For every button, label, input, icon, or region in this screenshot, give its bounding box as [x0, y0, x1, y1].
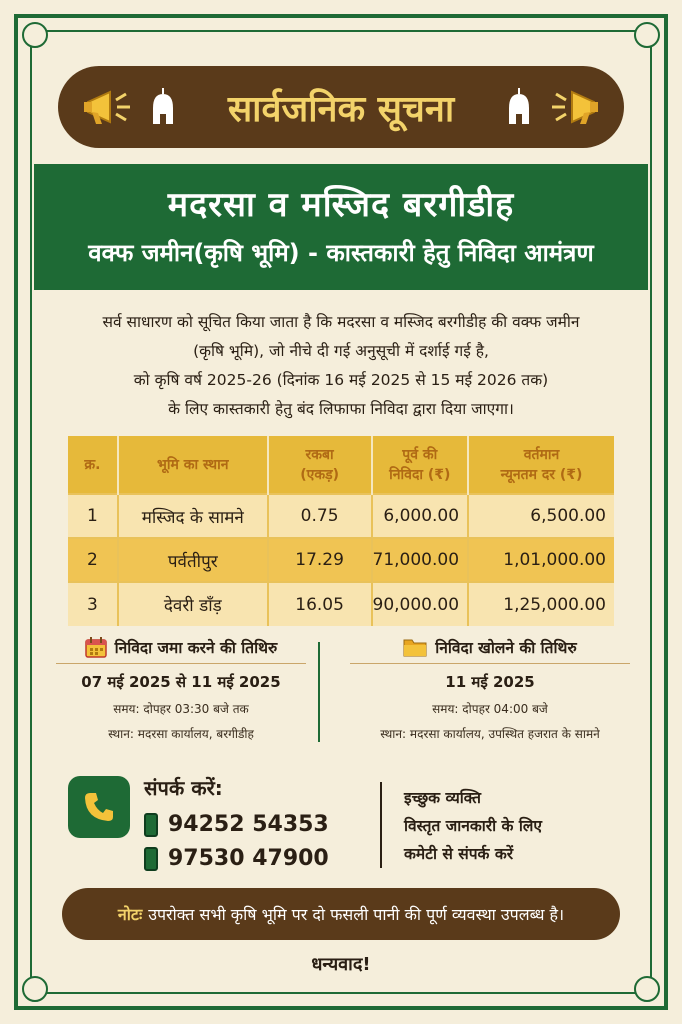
cell-sno: 2 — [68, 538, 118, 582]
cell-current: 1,25,000.00 — [468, 582, 614, 626]
calendar-icon — [85, 636, 107, 658]
table-header-row — [68, 436, 614, 494]
mosque-dome-icon — [506, 88, 532, 126]
intro-line: के लिए कास्तकारी हेतु बंद लिफाफा निविदा द्वारा दिया जाएगा। — [168, 400, 514, 418]
cell-previous: 6,000.00 — [372, 494, 469, 538]
table-row — [68, 582, 614, 626]
notice-title: सार्वजनिक सूचना — [227, 88, 455, 130]
submission-heading: निविदा जमा करने की तिथिरु — [114, 639, 278, 657]
cell-location: मस्जिद के सामने — [118, 494, 268, 538]
corner-ornament — [22, 22, 48, 48]
submission-place: स्थान: मदरसा कार्यालय, बरगीडीह — [108, 727, 254, 741]
cell-area: 17.29 — [268, 538, 372, 582]
submission-time: समय: दोपहर 03:30 बजे तक — [113, 702, 249, 716]
submission-date-range: 07 मई 2025 से 11 मई 2025 — [81, 673, 281, 691]
folder-icon — [403, 637, 427, 657]
header-current-rate: वर्तमान न्यूनतम दर (₹) — [468, 436, 614, 494]
note-banner — [62, 888, 620, 940]
cell-area: 0.75 — [268, 494, 372, 538]
mobile-icon — [144, 847, 158, 871]
opening-heading: निविदा खोलने की तिथिरु — [435, 639, 577, 657]
note-text: उपरोक्त सभी कृषि भूमि पर दो फसली पानी की पूर्ण व्यवस्था उपलब्ध है। — [148, 905, 565, 924]
cell-previous: 90,000.00 — [372, 582, 469, 626]
megaphone-icon — [548, 80, 602, 134]
header-area: रकबा (एकड़) — [268, 436, 372, 494]
opening-time: समय: दोपहर 04:00 बजे — [432, 702, 548, 716]
corner-ornament — [634, 976, 660, 1002]
tender-subtitle: वक्फ जमीन(कृषि भूमि) - कास्तकारी हेतु निविदा आमंत्रण — [88, 239, 594, 267]
corner-ornament — [22, 976, 48, 1002]
cell-current: 6,500.00 — [468, 494, 614, 538]
opening-dates — [340, 636, 640, 742]
cell-sno: 3 — [68, 582, 118, 626]
intro-line: (कृषि भूमि), जो नीचे दी गई अनुसूची में दर्शाई गई है, — [193, 342, 489, 360]
corner-ornament — [634, 22, 660, 48]
header-sno: क्र. — [68, 436, 118, 494]
intro-paragraph — [40, 308, 642, 424]
contact-section — [68, 774, 624, 878]
tender-dates — [40, 636, 642, 746]
thanks-text: धन्यवाद! — [311, 954, 371, 975]
intro-line: को कृषि वर्ष 2025-26 (दिनांक 16 मई 2025 से 15 मई 2026 तक) — [133, 371, 549, 389]
interest-text: इच्छुक व्यक्ति विस्तृत जानकारी के लिए कमेटी से संपर्क करें — [404, 789, 542, 863]
megaphone-icon — [80, 80, 134, 134]
submission-dates — [46, 636, 316, 742]
contact-heading: संपर्क करें: — [144, 776, 223, 800]
opening-date: 11 मई 2025 — [445, 673, 535, 691]
organization-name: मदरसा व मस्जिद बरगीडीह — [167, 185, 515, 225]
contact-divider — [380, 782, 382, 868]
cell-previous: 71,000.00 — [372, 538, 469, 582]
header-location: भूमि का स्थान — [118, 436, 268, 494]
mosque-dome-icon — [150, 88, 176, 126]
organization-band — [34, 164, 648, 290]
table-row — [68, 538, 614, 582]
opening-place: स्थान: मदरसा कार्यालय, उपस्थित हजरात के सामने — [380, 727, 600, 741]
land-schedule-table — [68, 436, 614, 626]
phone-number-1[interactable]: 94252 54353 — [144, 812, 329, 837]
note-label: नोटः — [117, 905, 143, 924]
cell-current: 1,01,000.00 — [468, 538, 614, 582]
dates-divider — [318, 642, 320, 742]
cell-area: 16.05 — [268, 582, 372, 626]
cell-sno: 1 — [68, 494, 118, 538]
phone-icon — [68, 776, 130, 838]
table-row — [68, 494, 614, 538]
cell-location: देवरी डाँड़ — [118, 582, 268, 626]
title-banner — [58, 66, 624, 148]
phone-number-2[interactable]: 97530 47900 — [144, 846, 329, 871]
cell-location: पर्वतीपुर — [118, 538, 268, 582]
mobile-icon — [144, 813, 158, 837]
intro-line: सर्व साधारण को सूचित किया जाता है कि मदरसा व मस्जिद बरगीडीह की वक्फ जमीन — [102, 313, 580, 331]
header-previous-tender: पूर्व की निविदा (₹) — [372, 436, 469, 494]
